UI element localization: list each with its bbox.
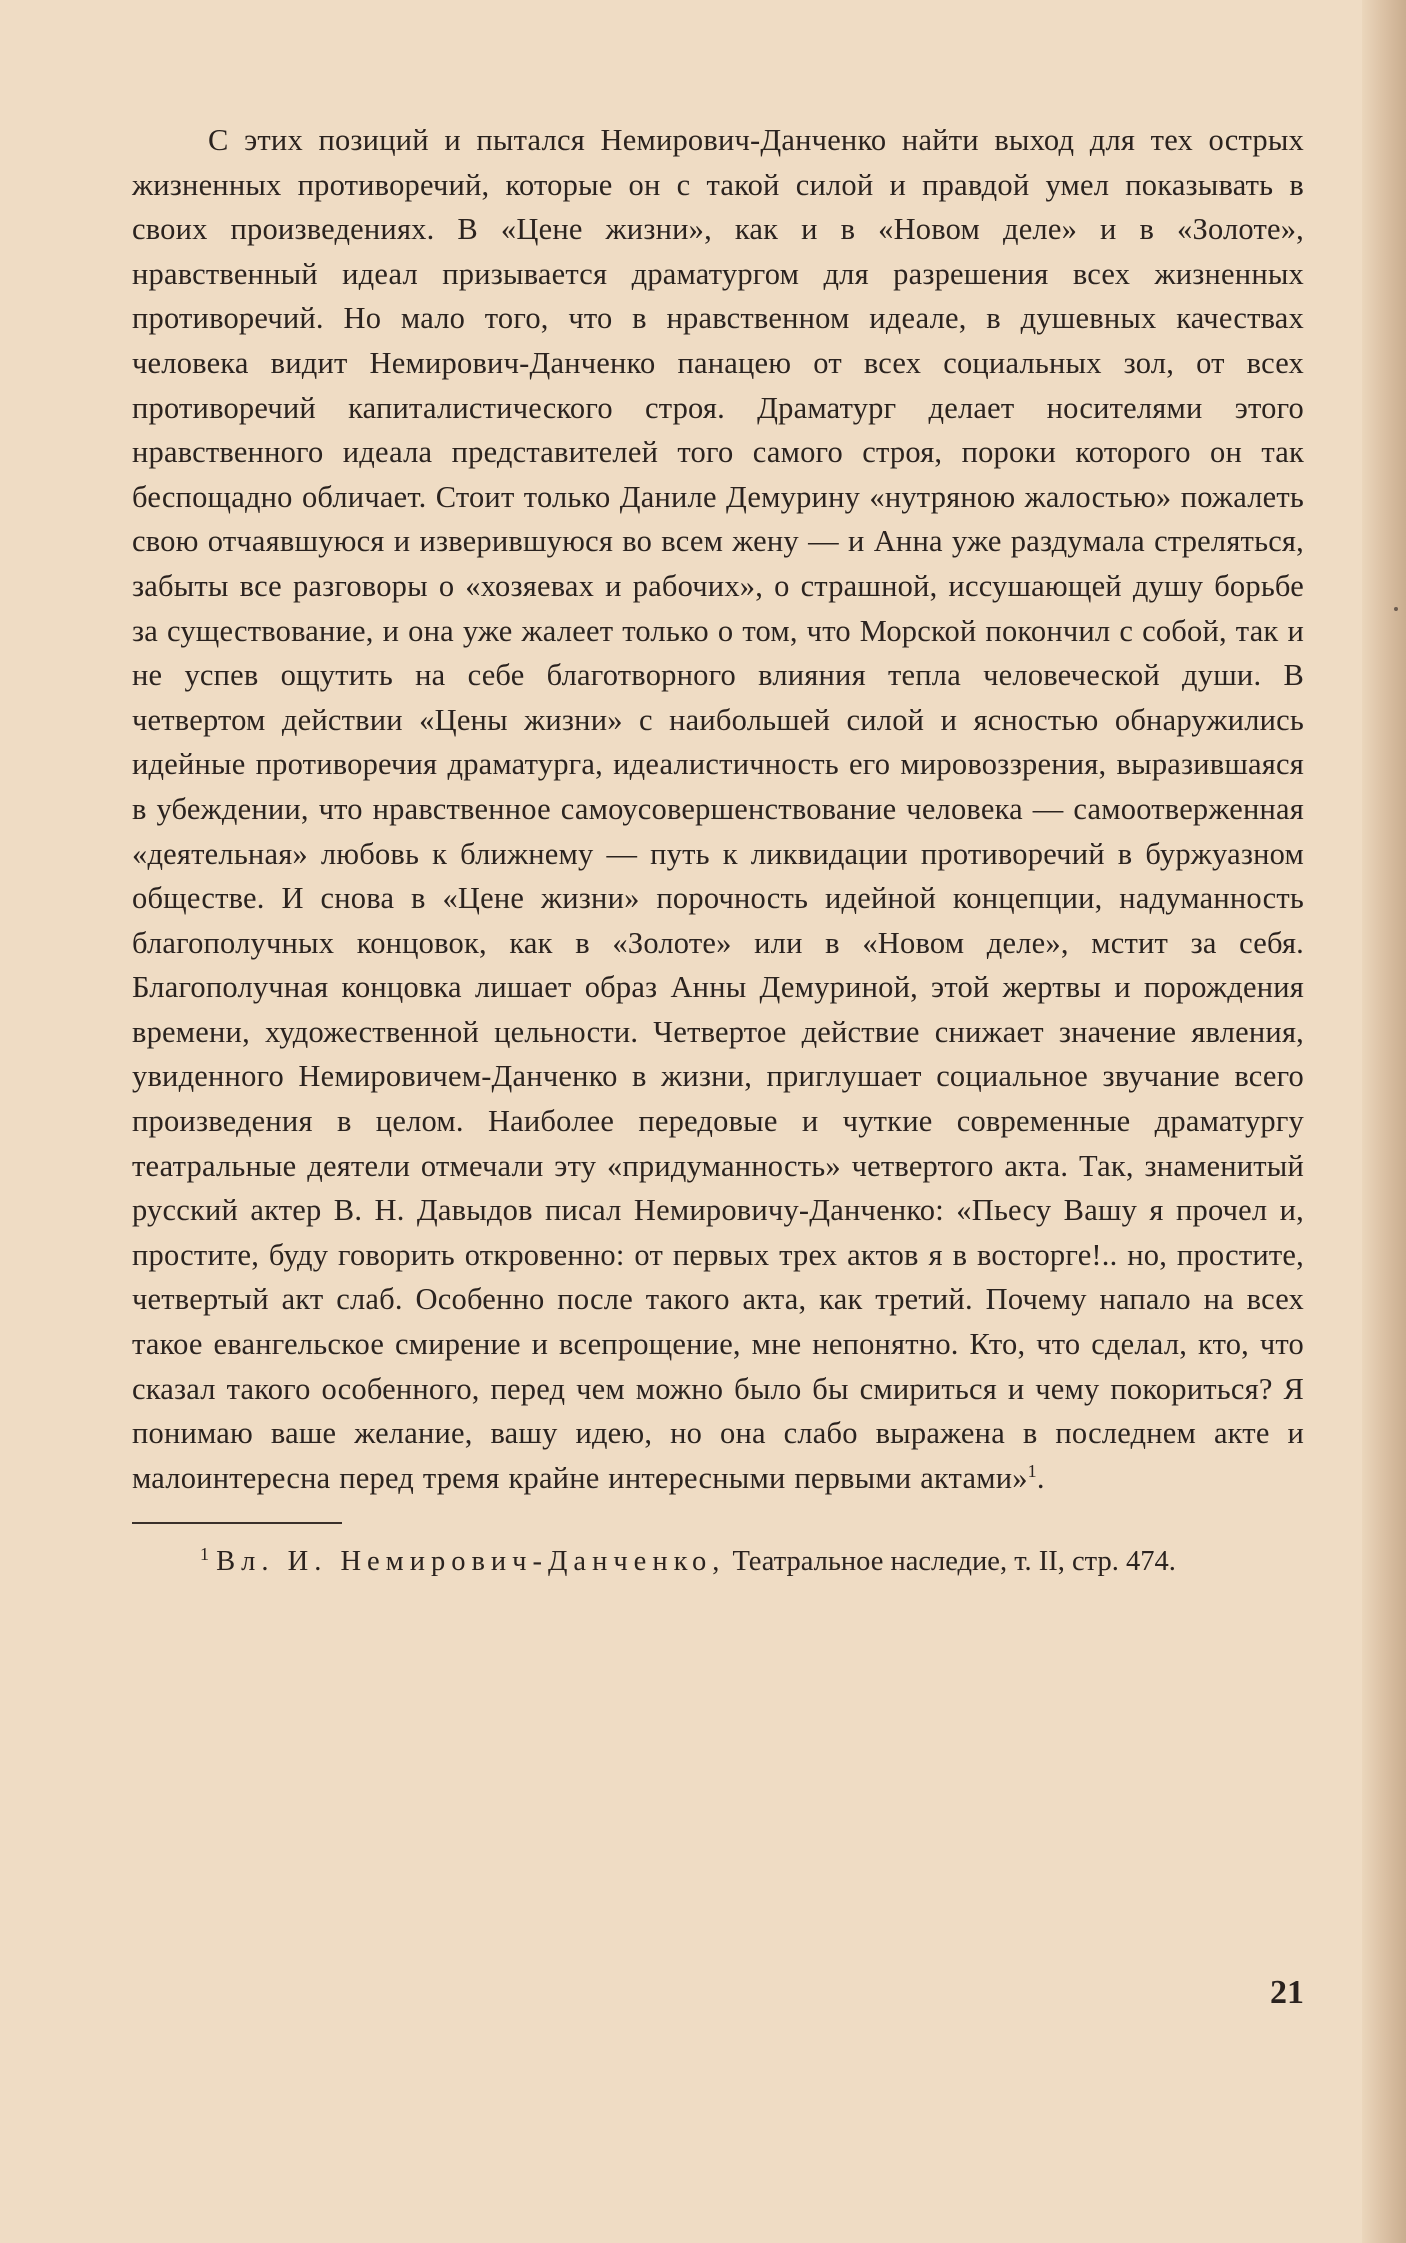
footnote-author: Вл. И. Немирович-Данченко, bbox=[216, 1546, 726, 1578]
page-content bbox=[132, 118, 1304, 1582]
footnote-number: 1 bbox=[200, 1543, 209, 1564]
footnote-reference: 1 bbox=[1027, 1460, 1037, 1481]
paragraph-end: . bbox=[1036, 1460, 1045, 1495]
footnote-divider bbox=[132, 1522, 342, 1524]
main-paragraph bbox=[132, 118, 1304, 1500]
footnote-source: Театральное наследие, т. II, стр. 474. bbox=[732, 1546, 1176, 1578]
page-number: 21 bbox=[1270, 1974, 1304, 2011]
book-spine-shadow bbox=[1362, 0, 1406, 2243]
paragraph-text: С этих позиций и пытался Немирович-Данченко найти выход для тех острых жизненных противоречий, которые он с такой силой и правдой умел показывать в своих произведениях. В «Цене жизни», как и в «Новом деле» и в «Золоте», нравственный идеал призывается драматургом для разрешения всех жизненных противоречий. Но мало того, что в нравственном идеале, в душевных качествах человека видит Немирович-Данченко панацею от всех социальных зол, от всех противоречий капиталистического строя. Драматург делает носителями этого нравственного идеала представителей того самого строя, пороки которого он так беспощадно обличает. Стоит только Даниле Демурину «нутряною жалостью» пожалеть свою отчаявшуюся и изверившуюся во всем жену — и Анна уже раздумала стреляться, забыты все разговоры о «хозяевах и рабочих», о страшной, иссушающей душу борьбе за существование, и она уже жалеет только о том, что Морской покончил с собой, так и не успев ощутить на себе благотворного влияния тепла человеческой души. В четвертом действии «Цены жизни» с наибольшей силой и ясностью обнаружились идейные противоречия драматурга, идеалистичность его мировоззрения, выразившаяся в убеждении, что нравственное самоусовершенствование человека — самоотверженная «деятельная» любовь к ближнему — путь к ликвидации противоречий в буржуазном обществе. И снова в «Цене жизни» порочность идейной концепции, надуманность благополучных концовок, как в «Золоте» или в «Новом деле», мстит за себя. Благополучная концовка лишает образ Анны Демуриной, этой жертвы и порождения времени, художественной цельности. Четвертое действие снижает значение явления, увиденного Немировичем-Данченко в жизни, приглушает социальное звучание всего произведения в целом. Наиболее передовые и чуткие современные драматургу театральные деятели отмечали эту «придуманность» четвертого акта. Так, знаменитый русский актер В. Н. Давыдов писал Немировичу-Данченко: «Пьесу Вашу я прочел и, простите, буду говорить откровенно: от первых трех актов я в восторге!.. но, простите, четвертый акт слаб. Особенно после такого акта, как третий. Почему напало на всех такое евангельское смирение и всепрощение, мне непонятно. Кто, что сделал, кто, что сказал такого особенного, перед чем можно было бы смириться и чему покориться? Я понимаю ваше желание, вашу идею, но она слабо выражена в последнем акте и малоинтересна перед тремя крайне интересными первыми актами» bbox=[132, 123, 1304, 1495]
footnote bbox=[132, 1542, 1304, 1582]
paper-speck bbox=[1394, 607, 1398, 611]
